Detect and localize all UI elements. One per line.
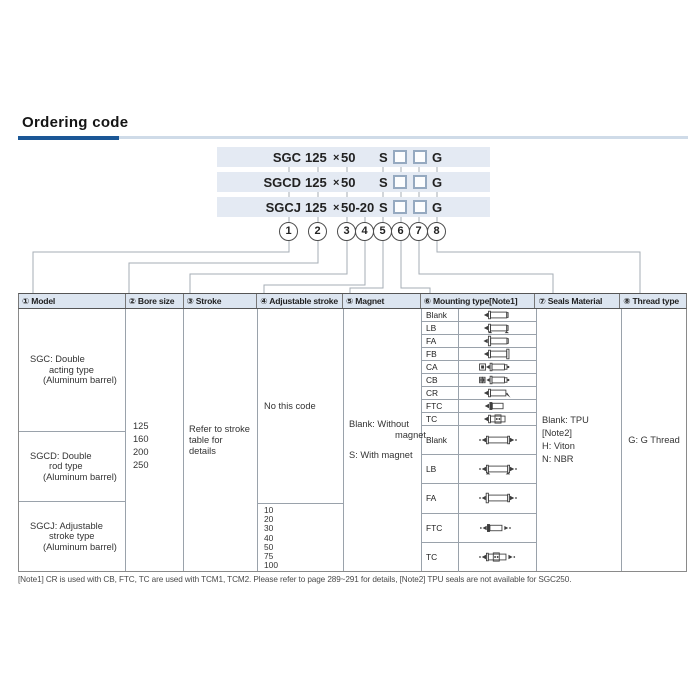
header-model: ① Model bbox=[19, 294, 126, 308]
mounting-code: Blank bbox=[422, 309, 459, 321]
adjustable-value: 30 bbox=[264, 523, 274, 534]
mounting-row bbox=[422, 309, 536, 322]
title-underline-extension bbox=[119, 136, 688, 139]
mounting-row bbox=[422, 400, 536, 413]
mounting-row bbox=[422, 361, 536, 374]
mounting-code: FA bbox=[422, 335, 459, 347]
adjustable-value: 20 bbox=[264, 514, 274, 525]
code-magnet: S bbox=[379, 150, 388, 165]
mounting-code: CA bbox=[422, 361, 459, 373]
mounting-row bbox=[422, 374, 536, 387]
mounting-code: TC bbox=[422, 413, 459, 425]
code-bore: 125 bbox=[305, 175, 327, 190]
adjustable-value: 40 bbox=[264, 532, 274, 543]
multiply-sign: × bbox=[333, 177, 340, 189]
code-bore: 125 bbox=[305, 150, 327, 165]
code-model: SGCJ bbox=[265, 200, 301, 215]
column-bore-size bbox=[126, 309, 184, 571]
option-box-icon bbox=[413, 175, 427, 189]
model-line: (Aluminum barrel) bbox=[43, 471, 117, 482]
adjustable-value: 75 bbox=[264, 551, 274, 562]
cylinder-clevis-cb-icon bbox=[459, 374, 536, 386]
mounting-code: CB bbox=[422, 374, 459, 386]
multiply-sign: × bbox=[333, 152, 340, 164]
header-magnet: ⑤ Magnet bbox=[343, 294, 421, 308]
title-underline-accent bbox=[18, 136, 119, 140]
table-header-row bbox=[18, 293, 687, 309]
model-sgc bbox=[19, 309, 125, 431]
double-rod-foot-mount-icon bbox=[459, 455, 536, 483]
model-line: acting type bbox=[49, 364, 94, 375]
adjustable-value: 100 bbox=[264, 560, 278, 571]
double-rod-basic-icon bbox=[459, 426, 536, 454]
double-rod-front-trunnion-icon bbox=[459, 514, 536, 542]
table-body bbox=[18, 309, 687, 572]
mounting-row bbox=[422, 387, 536, 400]
multiply-sign: × bbox=[333, 202, 340, 214]
seal-option: H: Viton bbox=[542, 441, 575, 451]
column-seals-material bbox=[537, 309, 622, 571]
column-adjustable-stroke bbox=[258, 309, 344, 571]
model-line: SGCJ: Adjustable bbox=[30, 520, 103, 531]
mounting-row bbox=[422, 514, 536, 543]
mounting-row bbox=[422, 322, 536, 335]
code-stroke: 50-20 bbox=[341, 200, 375, 215]
bore-value: 125 bbox=[133, 421, 149, 431]
code-row-sgcd bbox=[217, 172, 490, 192]
mounting-code: FTC bbox=[422, 514, 459, 542]
adjustable-value: 10 bbox=[264, 505, 274, 515]
circle-number-4: 4 bbox=[355, 222, 374, 241]
mounting-row bbox=[422, 348, 536, 361]
header-seals-material: ⑦ Seals Material bbox=[535, 294, 620, 308]
code-magnet: S bbox=[379, 175, 388, 190]
mounting-row bbox=[422, 413, 536, 426]
mounting-row bbox=[422, 455, 536, 484]
cylinder-front-trunnion-icon bbox=[459, 400, 536, 412]
option-box-icon bbox=[413, 200, 427, 214]
mounting-row bbox=[422, 335, 536, 348]
code-model: SGC bbox=[272, 150, 301, 165]
mounting-code: TC bbox=[422, 543, 459, 572]
cylinder-front-flange-icon bbox=[459, 335, 536, 347]
page-title: Ordering code bbox=[22, 114, 129, 131]
stroke-note: Refer to stroke table for details bbox=[189, 423, 250, 456]
cylinder-rear-flange-icon bbox=[459, 348, 536, 360]
code-model: SGCD bbox=[263, 175, 301, 190]
seal-option: N: NBR bbox=[542, 454, 574, 464]
code-stroke: 50 bbox=[341, 175, 356, 190]
mounting-code: LB bbox=[422, 455, 459, 483]
cylinder-rear-pivot-icon bbox=[459, 387, 536, 399]
adjustable-no-code: No this code bbox=[264, 401, 316, 411]
model-line: (Aluminum barrel) bbox=[43, 541, 117, 552]
column-magnet bbox=[344, 309, 427, 571]
header-bore-size: ② Bore size bbox=[126, 294, 184, 308]
bore-value: 160 bbox=[133, 434, 149, 444]
footer-note: [Note1] CR is used with CB, FTC, TC are used with TCM1, TCM2. Please refer to page 289~291 for details, [Note2] TPU seals are not available for SGC250. bbox=[18, 575, 572, 584]
code-thread: G bbox=[432, 150, 443, 165]
mounting-row bbox=[422, 426, 536, 455]
header-thread-type: ⑧ Thread type bbox=[623, 296, 679, 306]
circle-number-3: 3 bbox=[337, 222, 356, 241]
cylinder-center-trunnion-icon bbox=[459, 413, 536, 425]
mounting-code: FB bbox=[422, 348, 459, 360]
cylinder-basic-icon bbox=[459, 309, 536, 321]
bore-value: 250 bbox=[133, 460, 149, 470]
code-thread: G bbox=[432, 175, 443, 190]
circle-number-5: 5 bbox=[373, 222, 392, 241]
ordering-table bbox=[18, 293, 687, 572]
code-stroke: 50 bbox=[341, 150, 356, 165]
header-stroke: ③ Stroke bbox=[184, 294, 258, 308]
column-thread-type bbox=[622, 309, 686, 571]
model-line: rod type bbox=[49, 461, 83, 472]
adjustable-values bbox=[258, 503, 343, 571]
column-mounting-type bbox=[422, 309, 537, 571]
circle-number-2: 2 bbox=[308, 222, 327, 241]
mounting-code: CR bbox=[422, 387, 459, 399]
option-box-icon bbox=[393, 200, 407, 214]
cylinder-clevis-ca-icon bbox=[459, 361, 536, 373]
code-row-sgc bbox=[217, 147, 490, 167]
circle-number-7: 7 bbox=[409, 222, 428, 241]
code-bore: 125 bbox=[305, 200, 327, 215]
double-rod-center-trunnion-icon bbox=[459, 543, 536, 572]
code-thread: G bbox=[432, 200, 443, 215]
mounting-code: FTC bbox=[422, 400, 459, 412]
code-magnet: S bbox=[379, 200, 388, 215]
bore-value: 200 bbox=[133, 447, 149, 457]
model-sgcd bbox=[19, 431, 125, 501]
model-line: stroke type bbox=[49, 531, 95, 542]
mounting-row bbox=[422, 484, 536, 513]
option-box-icon bbox=[393, 175, 407, 189]
option-box-icon bbox=[413, 150, 427, 164]
model-line: SGC: Double bbox=[30, 354, 85, 365]
code-row-sgcj bbox=[217, 197, 490, 217]
adjustable-value: 50 bbox=[264, 541, 274, 552]
circle-number-8: 8 bbox=[427, 222, 446, 241]
thread-option: G: G Thread bbox=[628, 435, 680, 445]
option-box-icon bbox=[393, 150, 407, 164]
column-model bbox=[19, 309, 126, 571]
mounting-row bbox=[422, 543, 536, 572]
circle-number-6: 6 bbox=[391, 222, 410, 241]
column-stroke bbox=[184, 309, 258, 571]
header-mounting-type: ⑥ Mounting type[Note1] bbox=[421, 294, 536, 308]
magnet-option: Blank: Without magnet bbox=[349, 419, 427, 440]
mounting-code: Blank bbox=[422, 426, 459, 454]
model-line: (Aluminum barrel) bbox=[43, 375, 117, 386]
mounting-code: FA bbox=[422, 484, 459, 512]
magnet-option: S: With magnet bbox=[349, 450, 413, 460]
model-line: SGCD: Double bbox=[30, 450, 92, 461]
seal-option: Blank: TPU [Note2] bbox=[542, 415, 589, 438]
mounting-code: LB bbox=[422, 322, 459, 334]
circle-number-1: 1 bbox=[279, 222, 298, 241]
model-sgcj bbox=[19, 501, 125, 571]
header-adjustable-stroke: ④ Adjustable stroke bbox=[257, 294, 343, 308]
double-rod-front-flange-icon bbox=[459, 484, 536, 512]
cylinder-foot-mount-icon bbox=[459, 322, 536, 334]
